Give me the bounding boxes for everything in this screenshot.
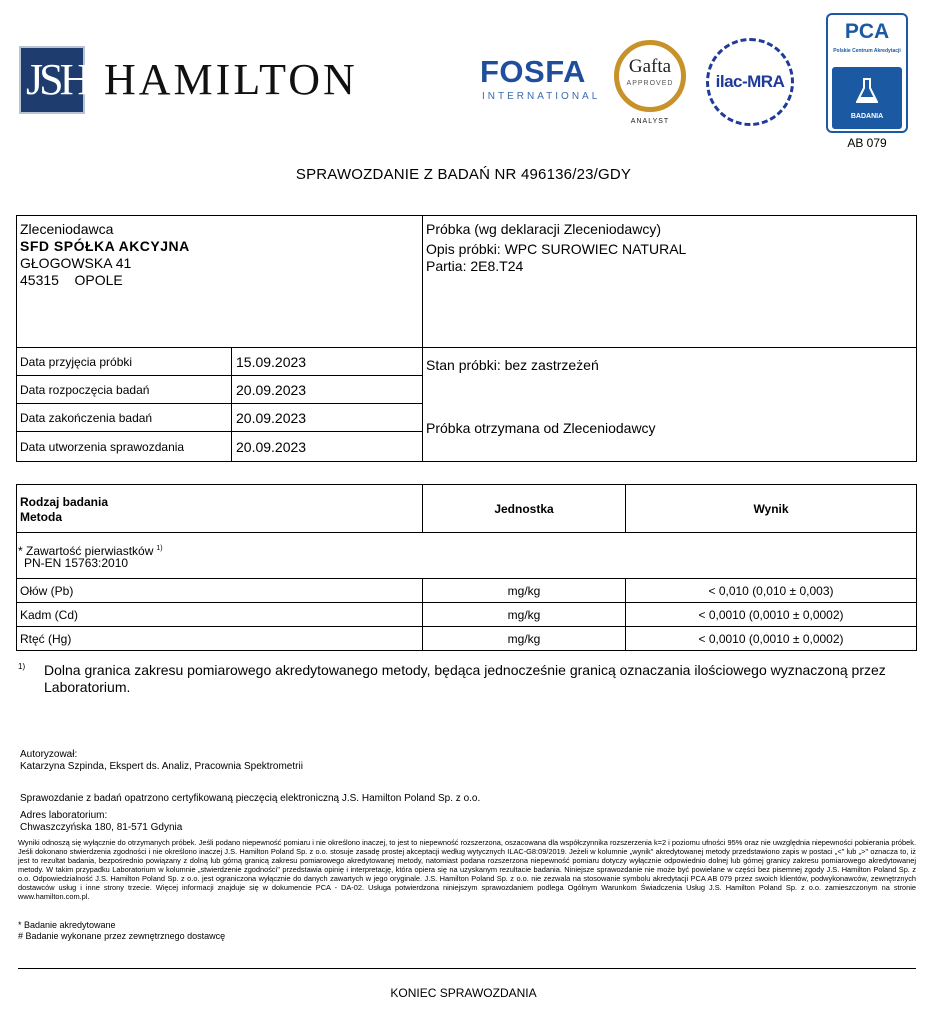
- client-label: Zleceniodawca: [20, 221, 114, 237]
- fosfa-logo: [480, 55, 602, 105]
- gafta-logo: [612, 40, 688, 128]
- result-unit: mg/kg: [507, 584, 541, 598]
- accredited-mark: * Badanie akredytowane: [18, 920, 116, 930]
- sample-condition: Stan próbki: bez zastrzeżeń: [426, 357, 599, 373]
- logo-monogram: JSH: [26, 55, 88, 104]
- date-label: Data zakończenia badań: [20, 411, 153, 425]
- group-method: PN-EN 15763:2010: [24, 556, 129, 570]
- ilac-label: ilac-MRA: [715, 72, 785, 91]
- result-value: < 0,0010 (0,0010 ± 0,0002): [698, 608, 844, 622]
- result-element: Ołów (Pb): [20, 584, 74, 598]
- authorized-label: Autoryzował:: [20, 749, 78, 760]
- fine-print: Wyniki odnoszą się wyłącznie do otrzymanych próbek. Jeśli podano niepewność pomiaru i nie określono inaczej, to jest to niepewność rozszerzona, oszacowana dla współczynnika rozszerzenia k=2 i poziomu ufności 95% oraz nie uwzględnia niepewności pobierania próbek. Jeśli dokonano stwierdzenia zgodności i nie określono inaczej J.S. Hamilton Poland Sp. z o.o. stosuje zasadę prostej akceptacji według wytycznych ILAC-G8:09/2019. Jeżeli w kolumnie „wynik" akredytowanej metody przedstawiono zapis w postaci „<" lub „>" oznacza to, iż jest to rezultat badania, bezpośrednio powiązany z dolną lub górną granicą zakresu pomiarowego akredytowanej metody, natomiast podana rozszerzona niepewność pomiaru dotyczy wyłącznie odpowiednio dolnej lub górnej granicy zakresu pomiarowego akredytowanej metody. W takim przypadku Laboratorium w kolumnie „stwierdzenie zgodności" przedstawia opinię i interpretację, która opiera się na uzyskanym rezultacie badania. Niniejsze sprawozdanie nie może być powielane w części bez pisemnej zgody J.S. Hamilton Poland Sp. z o.o. Odpowiedzialność J.S. Hamilton Poland Sp. z o.o. jest ograniczona wyłącznie do danych zawartych w jego oryginale. J.S. Hamilton Poland Sp. z o.o. nie zezwala na stosowanie symbolu akredytacji PCA AB 079 przez swoich klientów, podwykonawców, zewnętrznych dostawców usług i inne strony trzecie. Więcej informacji znajduje się w dokumencie PCA - DA-02. Usługa potwierdzona niniejszym sprawozdaniem podlega Ogólnym Warunkom Świadczenia Usług J.S. Hamilton Poland Sp. z o.o. zamieszczonym na stronie www.hamilton.com.pl.: [18, 838, 916, 901]
- col-unit: Jednostka: [494, 502, 554, 516]
- pca-badania: BADANIA: [850, 113, 884, 120]
- flask-icon: [856, 77, 878, 105]
- authorized-by: Katarzyna Szpinda, Ekspert ds. Analiz, Pracownia Spektrometrii: [20, 761, 303, 772]
- ilac-mra-logo: [702, 38, 798, 132]
- date-label: Data rozpoczęcia badań: [20, 383, 150, 397]
- sample-description: Opis próbki: WPC SUROWIEC NATURAL: [426, 241, 687, 257]
- client-name: SFD SPÓŁKA AKCYJNA: [20, 238, 190, 254]
- footnote-text: Dolna granica zakresu pomiarowego akredytowanego metody, będąca jednocześnie granicą oznaczania ilościowego wyznaczoną przez Laboratorium.: [44, 662, 886, 695]
- lab-address: Chwaszczyńska 180, 81-571 Gdynia: [20, 822, 183, 833]
- end-of-report: KONIEC SPRAWOZDANIA: [390, 986, 537, 1000]
- result-element: Kadm (Cd): [20, 608, 79, 622]
- fosfa-sub: INTERNATIONAL: [482, 91, 601, 102]
- date-value: 20.09.2023: [236, 410, 307, 426]
- result-value: < 0,010 (0,010 ± 0,003): [708, 584, 834, 598]
- col-test-type: Rodzaj badania: [20, 495, 109, 509]
- date-value: 20.09.2023: [236, 382, 307, 398]
- external-mark: # Badanie wykonane przez zewnętrznego dostawcę: [18, 931, 226, 941]
- col-method: Metoda: [20, 510, 62, 524]
- seal-note: Sprawozdanie z badań opatrzono certyfikowaną pieczęcią elektroniczną J.S. Hamilton Poland Sp. z o.o.: [20, 793, 481, 804]
- pca-accreditation-code: AB 079: [847, 136, 887, 150]
- group-title: * Zawartość pierwiastków $^{1)}$: [18, 544, 163, 558]
- brand-name: HAMILTON: [104, 55, 358, 104]
- pca-sub: Polskie Centrum Akredytacji: [833, 48, 901, 54]
- report-title: SPRAWOZDANIE Z BADAŃ NR 496136/23/GDY: [295, 166, 632, 183]
- client-city: 45315 OPOLE: [20, 272, 123, 288]
- date-value: 20.09.2023: [236, 439, 307, 455]
- sample-received-from: Próbka otrzymana od Zleceniodawcy: [426, 420, 656, 436]
- fosfa-name: FOSFA: [480, 54, 586, 89]
- pca-panel: [832, 67, 902, 129]
- result-unit: mg/kg: [507, 632, 541, 646]
- result-element: Rtęć (Hg): [20, 632, 72, 646]
- hamilton-logo-mark: [19, 46, 88, 114]
- gafta-approved: APPROVED: [626, 80, 674, 87]
- date-label: Data przyjęcia próbki: [20, 355, 133, 369]
- pca-logo: [826, 13, 908, 133]
- date-value: 15.09.2023: [236, 354, 307, 370]
- address-label: Adres laboratorium:: [20, 810, 108, 821]
- result-value: < 0,0010 (0,0010 ± 0,0002): [698, 632, 844, 646]
- result-unit: mg/kg: [507, 608, 541, 622]
- client-street: GŁOGOWSKA 41: [20, 255, 132, 271]
- end-divider: [18, 968, 916, 969]
- gafta-name: Gafta: [628, 56, 672, 77]
- pca-name: PCA: [844, 20, 890, 43]
- sample-label: Próbka (wg deklaracji Zleceniodawcy): [426, 221, 661, 237]
- sample-batch: Partia: 2E8.T24: [426, 258, 524, 274]
- gafta-analyst: ANALYST: [630, 118, 670, 125]
- date-label: Data utworzenia sprawozdania: [20, 440, 185, 454]
- col-result: Wynik: [753, 502, 789, 516]
- footnote-mark: 1): [18, 662, 26, 671]
